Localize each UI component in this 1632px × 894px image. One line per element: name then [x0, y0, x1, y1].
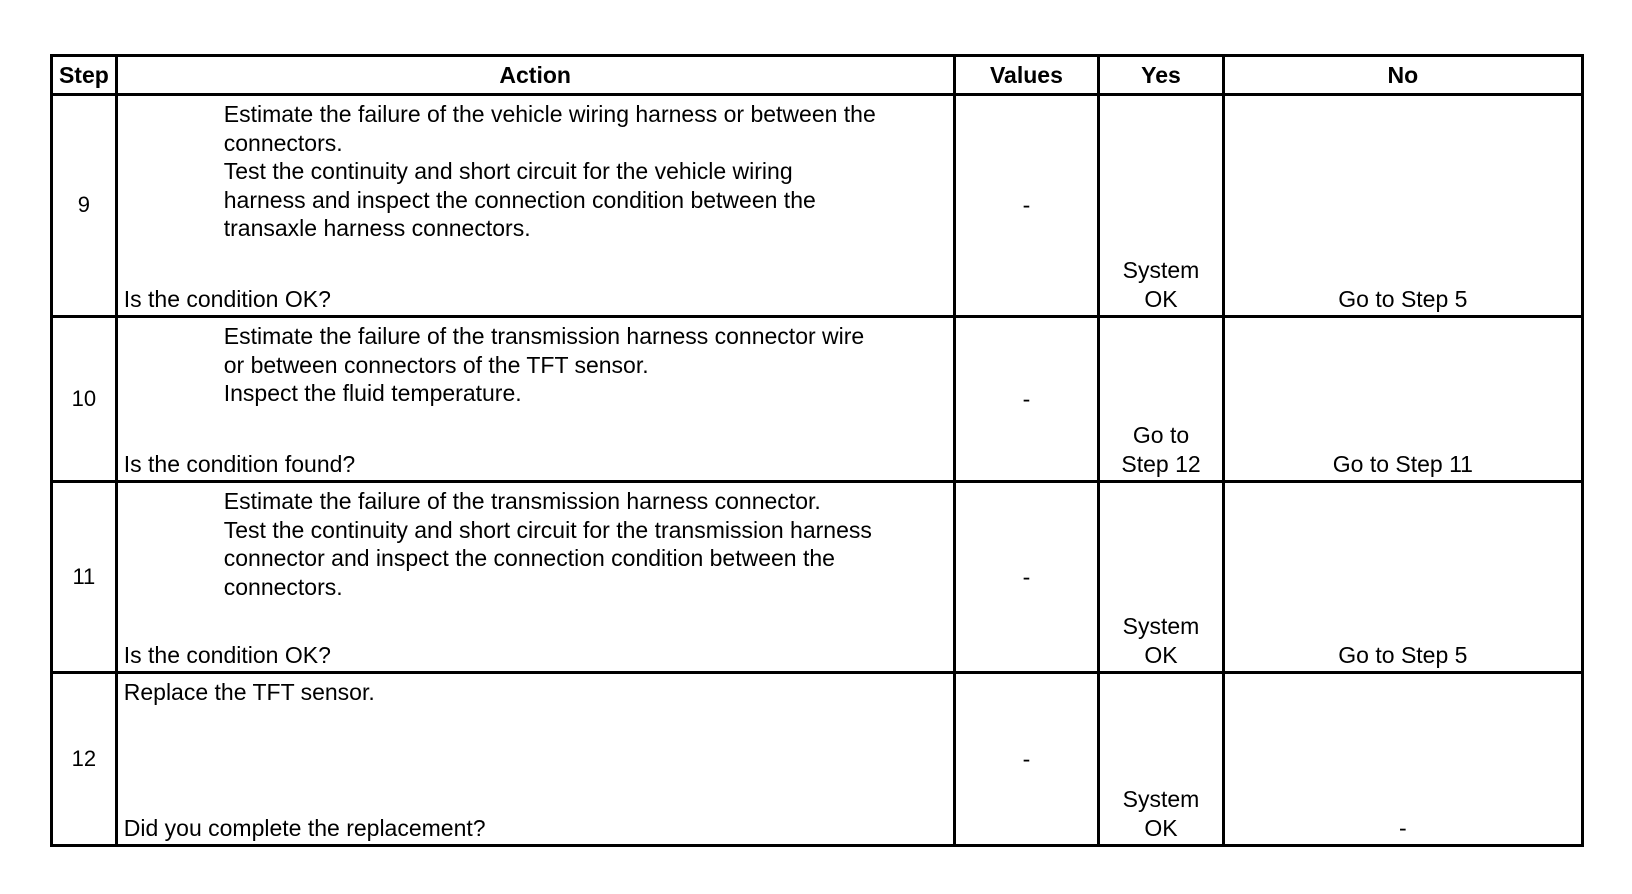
action-cell [116, 673, 954, 846]
action-question: Is the condition OK? [123, 285, 331, 312]
action-instructions [124, 322, 947, 408]
no-cell: Go to Step 5 [1223, 95, 1582, 317]
action-instructions [124, 100, 947, 243]
action-cell [116, 95, 954, 317]
action-line: connector and inspect the connection condition between the [223, 545, 835, 571]
values-cell: - [954, 317, 1099, 482]
values-cell: - [954, 95, 1099, 317]
action-line: connectors. [223, 573, 343, 600]
step-number: 9 [52, 95, 117, 317]
header-step: Step [52, 56, 117, 95]
action-question: Did you complete the replacement? [123, 814, 486, 841]
header-action: Action [116, 56, 954, 95]
no-cell: Go to Step 5 [1223, 482, 1582, 673]
yes-line: System [1122, 257, 1200, 283]
action-line: Test the continuity and short circuit for the vehicle wiring [223, 158, 793, 184]
action-instructions [124, 487, 947, 601]
yes-line: OK [1144, 814, 1178, 841]
diagnostic-table [50, 54, 1584, 847]
yes-line: System [1122, 786, 1200, 812]
yes-cell [1099, 482, 1223, 673]
table-row [52, 95, 1583, 317]
header-row [52, 56, 1583, 95]
action-line: harness and inspect the connection condition between the [223, 186, 816, 213]
values-cell: - [954, 482, 1099, 673]
action-line: or between connectors of the TFT sensor. [223, 351, 649, 378]
yes-line: OK [1144, 285, 1178, 312]
table-row [52, 673, 1583, 846]
action-line: Inspect the fluid temperature. [223, 380, 522, 406]
yes-line: OK [1144, 641, 1178, 668]
header-no: No [1223, 56, 1582, 95]
no-cell: Go to Step 11 [1223, 317, 1582, 482]
action-question: Is the condition OK? [123, 641, 331, 668]
action-question: Is the condition found? [123, 450, 356, 477]
yes-cell [1099, 317, 1223, 482]
step-number: 10 [52, 317, 117, 482]
yes-line: Step 12 [1121, 450, 1201, 477]
no-cell: - [1223, 673, 1582, 846]
step-number: 11 [52, 482, 117, 673]
action-line: Replace the TFT sensor. [123, 679, 375, 705]
action-line: Estimate the failure of the transmission harness connector wire [223, 323, 865, 349]
table-row [52, 317, 1583, 482]
action-cell [116, 482, 954, 673]
action-line: Test the continuity and short circuit for the transmission harness [223, 516, 872, 543]
header-values: Values [954, 56, 1099, 95]
action-line: transaxle harness connectors. [223, 215, 531, 241]
step-number: 12 [52, 673, 117, 846]
header-yes: Yes [1099, 56, 1223, 95]
yes-line: System [1122, 613, 1200, 639]
action-line: Estimate the failure of the transmission harness connector. [223, 488, 821, 514]
values-cell: - [954, 673, 1099, 846]
table-row [52, 482, 1583, 673]
action-instructions [124, 678, 947, 707]
yes-cell [1099, 673, 1223, 846]
yes-cell [1099, 95, 1223, 317]
yes-line: Go to [1132, 422, 1190, 448]
action-cell [116, 317, 954, 482]
action-line: Estimate the failure of the vehicle wiring harness or between the [223, 101, 876, 127]
action-line: connectors. [223, 129, 343, 156]
